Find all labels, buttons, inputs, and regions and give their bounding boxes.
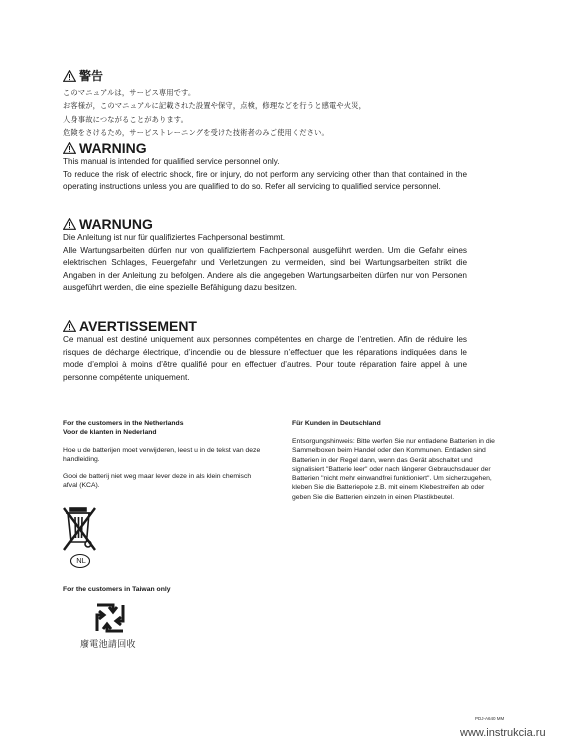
germany-section (292, 419, 502, 502)
netherlands-paragraph-2: Gooi de batterij niet weg maar lever deze in als klein chemisch afval (KCA). (63, 472, 252, 489)
recycle-icon (93, 601, 127, 635)
warning-triangle-icon (63, 218, 76, 230)
netherlands-heading-nl: Voor de klanten in Nederland (63, 429, 157, 436)
warning-triangle-icon (63, 142, 76, 154)
warning-triangle-icon (63, 70, 76, 82)
japanese-line: このマニュアルは，サービス専用です。 (63, 88, 196, 97)
taiwan-recycle-label: 廢電池請回收 (80, 640, 136, 650)
nl-badge: NL (76, 556, 86, 565)
english-warning-text: This manual is intended for qualified service personnel only. To reduce the risk of electric shock, fire or injury, do not perform any servicing other than that contained in the operating instructions unless you are qualified to do so. Refer all servicing to qualified service personnel. (63, 157, 467, 192)
english-warning-heading (63, 140, 467, 156)
japanese-warning-heading (63, 68, 467, 84)
taiwan-heading: For the customers in Taiwan only (63, 586, 171, 593)
germany-heading: Für Kunden in Deutschland (292, 420, 381, 427)
japanese-line: お客様が，このマニュアルに記載された設置や保守，点検，修理などを行うと感電や火災， (63, 101, 366, 111)
heading-text: 警告 (79, 69, 104, 83)
watermark-link[interactable]: www.instrukcia.ru (460, 727, 546, 739)
japanese-warning-section (63, 68, 467, 139)
english-warning-section (63, 140, 467, 194)
german-warning-heading (63, 216, 467, 232)
german-warning-section (63, 216, 467, 295)
french-warning-heading (63, 318, 467, 334)
document-code: PDJ-A640 MM (475, 716, 505, 721)
heading-text: WARNUNG (79, 216, 153, 232)
netherlands-paragraph-1: Hoe u de batterijen moet verwijderen, leest u in de tekst van deze handleiding. (63, 447, 261, 464)
warning-triangle-icon (63, 320, 76, 332)
japanese-line: 危険をさけるため，サービストレーニングを受けた技術者のみご使用ください。 (63, 127, 329, 137)
french-warning-text: Ce manual est destiné uniquement aux personnes compétentes en charge de l’entretien. Afin de réduire les risques de décharge électrique, d’incendie ou de blessure n’effectuer que les réparations indiquées dans le mode d’emploi à moins d’être qualifié pour en effectuer d’autres. Pour toute réparation faire appel à une personne compétente uniquement. (63, 335, 467, 382)
heading-text: WARNING (79, 140, 147, 156)
japanese-line: 人身事故につながることがあります。 (63, 114, 189, 124)
french-warning-section (63, 318, 467, 384)
netherlands-section (63, 419, 281, 490)
netherlands-heading-en: For the customers in the Netherlands (63, 420, 184, 427)
german-warning-text: Die Anleitung ist nur für qualifiziertes Fachpersonal bestimmt. Alle Wartungsarbeiten dürfen nur von qualifiziertem Fachpersonal ausgeführt werden. Um die Gefahr eines elektrischen Schlages, Feuergefahr und Verletzungen zu vermeiden, sind bei Wartungsarbeiten strikt die Angaben in der Anleitung zu befolgen. Andere als die angegeben Wartungsarbeiten dürfen nur von Personen ausgeführt werden, die eine spezielle Befähigung dazu besitzen. (63, 233, 467, 293)
heading-text: AVERTISSEMENT (79, 318, 197, 334)
germany-disposal-text: Entsorgungshinweis: Bitte werfen Sie nur entladene Batterien in die Sammelboxen beim Handel oder den Kommunen. Entladen sind Batterien in der Regel dann, wenn das Gerät abschaltet und signalisiert "Batterie leer" oder nach längerer Gebrauchsdauer der Batterien "nicht mehr einwandfrei funktioniert". Um sicherzugehen, kleben Sie die Batteriepole z.B. mit einem Klebestreifen ab oder geben Sie die Batterien einzeln in einen Plastikbeutel. (292, 438, 495, 501)
